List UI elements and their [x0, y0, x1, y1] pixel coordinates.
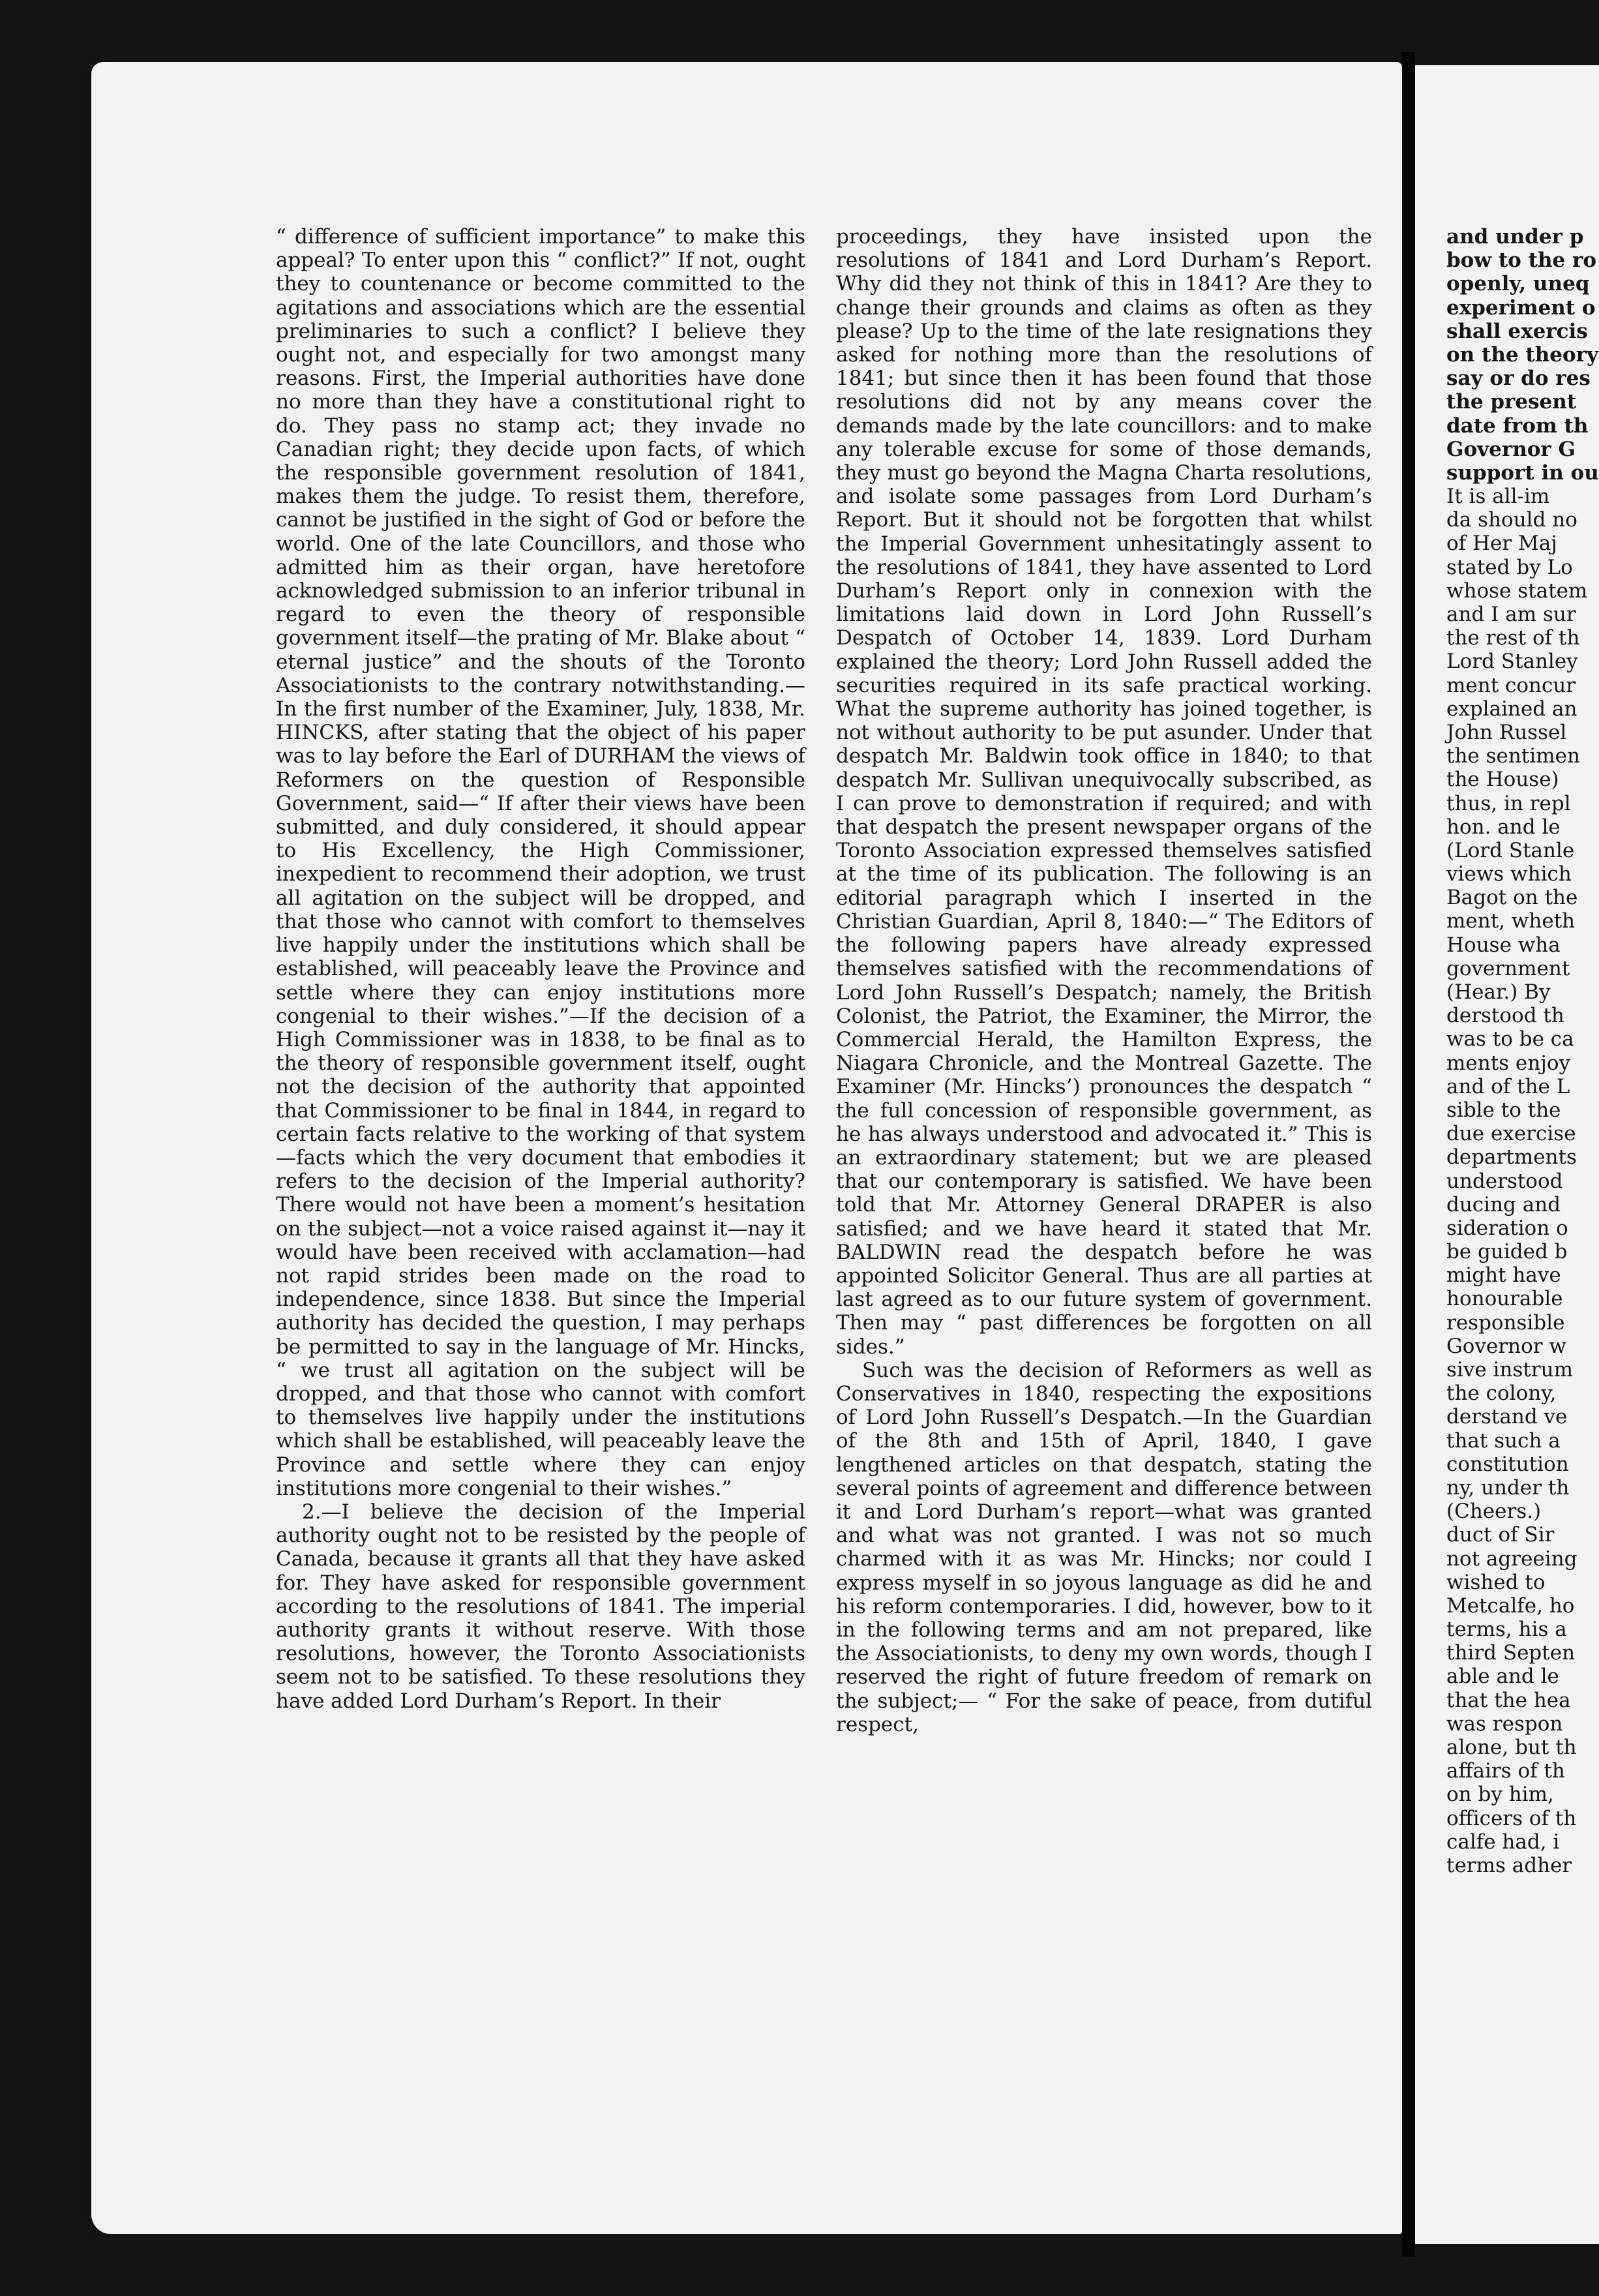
clipped-line: affairs of th — [1446, 1759, 1565, 1783]
clipped-line: shall exercis — [1446, 319, 1588, 343]
clipped-line: It is all-im — [1446, 485, 1550, 509]
clipped-line: (Cheers.) — [1446, 1500, 1542, 1524]
clipped-line: government — [1446, 956, 1570, 980]
book-gutter — [1402, 52, 1415, 2257]
clipped-line: third Septen — [1446, 1641, 1576, 1665]
clipped-line: whose statem — [1446, 579, 1588, 603]
clipped-line: the rest of th — [1446, 626, 1580, 650]
clipped-line: ment, wheth — [1446, 909, 1576, 933]
clipped-line: experiment o — [1446, 295, 1596, 320]
clipped-line: duct of Sir — [1446, 1523, 1555, 1547]
clipped-line: John Russel — [1446, 720, 1567, 744]
clipped-line: Governor w — [1446, 1334, 1566, 1358]
clipped-line: alone, but th — [1446, 1736, 1577, 1759]
clipped-line: the House) — [1446, 768, 1559, 792]
text-column-clipped — [1446, 225, 1599, 1877]
clipped-line: the sentimen — [1446, 744, 1580, 768]
clipped-line: of Her Maj — [1446, 532, 1557, 556]
clipped-line: House wha — [1446, 933, 1561, 957]
clipped-line: was respon — [1446, 1712, 1563, 1736]
clipped-line: ments enjoy — [1446, 1051, 1571, 1075]
clipped-line: terms, his a — [1446, 1618, 1567, 1642]
clipped-line: openly, uneq — [1446, 272, 1590, 296]
clipped-line: thus, in repl — [1446, 791, 1571, 815]
clipped-line: officers of th — [1446, 1806, 1577, 1830]
clipped-line: ducing and — [1446, 1192, 1561, 1216]
clipped-line: (Lord Stanle — [1446, 838, 1575, 862]
clipped-line: bow to the ro — [1446, 249, 1597, 273]
clipped-line: sible to the — [1446, 1098, 1561, 1122]
clipped-line: might have — [1446, 1263, 1561, 1288]
clipped-line: derstand ve — [1446, 1405, 1568, 1429]
clipped-line: sive instrum — [1446, 1358, 1573, 1382]
clipped-line: constitution — [1446, 1452, 1569, 1476]
clipped-line: support in ou — [1446, 461, 1599, 485]
clipped-line: (Hear.) By — [1446, 980, 1551, 1004]
clipped-line: date from th — [1446, 414, 1589, 438]
clipped-line: responsible — [1446, 1310, 1565, 1335]
clipped-line: derstood th — [1446, 1004, 1564, 1028]
clipped-line: that such a — [1446, 1428, 1561, 1453]
clipped-line: explained an — [1446, 697, 1577, 721]
clipped-line: calfe had, i — [1446, 1830, 1560, 1854]
text-column-right — [836, 225, 1372, 1736]
clipped-line: departments — [1446, 1145, 1577, 1170]
clipped-line: not agreeing — [1446, 1547, 1577, 1571]
clipped-line: and under p — [1446, 225, 1584, 249]
clipped-line: was to be ca — [1446, 1027, 1574, 1051]
clipped-line: Metcalfe, ho — [1446, 1594, 1575, 1618]
clipped-line: able and le — [1446, 1665, 1559, 1689]
clipped-line: due exercise — [1446, 1122, 1576, 1146]
clipped-line: and of the L — [1446, 1074, 1570, 1098]
clipped-line: be guided b — [1446, 1240, 1568, 1264]
clipped-line: the colony, — [1446, 1382, 1557, 1406]
clipped-line: views which — [1446, 862, 1572, 886]
clipped-line: say or do res — [1446, 367, 1591, 391]
clipped-line: Bagot on the — [1446, 886, 1578, 910]
clipped-line: ny, under th — [1446, 1475, 1570, 1500]
clipped-line: Governor G — [1446, 437, 1576, 461]
clipped-line: on the theory — [1446, 342, 1598, 367]
clipped-line: stated by Lo — [1446, 555, 1573, 579]
paragraph: Such was the decision of Reformers as well as Conservatives in 1840, respecting the expositions of Lord John Russell’s Despatch.—In the Guardian of the 8th and 15th of April, 1840, I gave lengthened articles on that despatch, stating the several points of agreement and difference between it and Lord Durham’s report—what was granted and what was not granted. I was not so much charmed with it as was Mr. Hincks; nor could I express myself in so joyous language as did he and his reform contemporaries. I did, however, bow to it in the following terms and am not prepared, like the Associationists, to deny my own words, though I reserved the right of future freedom of remark on the subject;— “ For the sake of peace, from dutiful respect, — [836, 1358, 1372, 1736]
clipped-line: wished to — [1446, 1570, 1546, 1594]
paragraph: 2.—I believe the decision of the Imperial authority ought not to be resisted by the people of Canada, because it grants all that they have asked for. They have asked for responsible government according to the resolutions of 1841. The imperial authority grants it without reserve. With those resolutions, however, the Toronto Associationists seem not to be satisfied. To these resolutions they have added Lord Durham’s Report. In their — [276, 1500, 805, 1713]
clipped-line: sideration o — [1446, 1216, 1568, 1240]
clipped-line: the present — [1446, 390, 1577, 414]
clipped-line: on by him, — [1446, 1783, 1554, 1807]
clipped-line: da should no — [1446, 508, 1577, 532]
clipped-line: that the hea — [1446, 1688, 1571, 1712]
clipped-line: hon. and le — [1446, 815, 1561, 839]
paragraph: “ difference of sufficient importance” to make this appeal? To enter upon this “ conflict?” If not, ought they to countenance or become committed to the agitations and associations which are the essential preliminaries to such a conflict? I believe they ought not, and especially for two amongst many reasons. First, the Imperial authorities have done no more than they have a constitutional right to do. They pass no stamp act; they invade no Canadian right; they decide upon facts, of which the responsible government resolution of 1841, makes them the judge. To resist them, therefore, cannot be justified in the sight of God or before the world. One of the late Councillors, and those who admitted him as their organ, have heretofore acknowledged submission to an inferior tribunal in regard to even the theory of responsible government itself—the prating of Mr. Blake about “ eternal justice” and the shouts of the Toronto Associationists to the contrary notwithstanding.—In the first number of the Examiner, July, 1838, Mr. HINCKS, after stating that the object of his paper was to lay before the Earl of DURHAM the views of Reformers on the question of Responsible Government, said—“ If after their views have been submitted, and duly considered, it should appear to His Excellency, the High Commissioner, inexpedient to recommend their adoption, we trust all agitation on the subject will be dropped, and that those who cannot with comfort to themselves live happily under the institutions which shall be established, will peaceably leave the Province and settle where they can enjoy institutions more congenial to their wishes.”—If the decision of a High Commissioner was in 1838, to be final as to the theory of responsible government itself, ought not the decision of the authority that appointed that Commissioner to be final in 1844, in regard to certain facts relative to the working of that system—facts which the very document that embodies it refers to the decision of the Imperial authority? There would not have been a moment’s hesitation on the subject—not a voice raised against it—nay it would have been received with acclamation—had not rapid strides been made on the road to independence, since 1838. But since the Imperial authority has decided the question, I may perhaps be permitted to say in the language of Mr. Hincks, “ we trust all agitation on the subject will be dropped, and that those who cannot with comfort to themselves live happily under the institutions which shall be established, will peaceably leave the Province and settle where they can enjoy institutions more congenial to their wishes.” — [276, 225, 805, 1500]
clipped-line: honourable — [1446, 1287, 1563, 1311]
clipped-line: Lord Stanley — [1446, 650, 1578, 674]
paragraph: proceedings, they have insisted upon the resolutions of 1841 and Lord Durham’s Report. Why did they not think of this in 1841? Are they to change their grounds and claims as often as they please? Up to the time of the late resignations they asked for nothing more than the resolutions of 1841; but since then it has been found that those resolutions did not by any means cover the demands made by the late councillors: and to make any tolerable excuse for some of those demands, they must go beyond the Magna Charta resolutions, and isolate some passages from Lord Durham’s Report. But it should not be forgotten that whilst the Imperial Government unhesitatingly assent to the resolutions of 1841, they have assented to Lord Durham’s Report only in connexion with the limitations laid down in Lord John Russell’s Despatch of October 14, 1839. Lord Durham explained the theory; Lord John Russell added the securities required in its safe practical working. What the supreme authority has joined together, is not without authority to be put asunder. Under that despatch Mr. Baldwin took office in 1840; to that despatch Mr. Sullivan unequivocally subscribed, as I can prove to demonstration if required; and with that despatch the present newspaper organs of the Toronto Association expressed themselves satisfied at the time of its publication. The following is an editorial paragraph which I inserted in the Christian Guardian, April 8, 1840:—“ The Editors of the following papers have already expressed themselves satisfied with the recommendations of Lord John Russell’s Despatch; namely, the British Colonist, the Patriot, the Examiner, the Mirror, the Commercial Herald, the Hamilton Express, the Niagara Chronicle, and the Montreal Gazette. The Examiner (Mr. Hincks’) pronounces the despatch “ the full concession of responsible government, as he has always understood and advocated it.” This is an extraordinary statement; but we are pleased that our contemporary is satisfied. We have been told that Mr. Attorney General DRAPER is also satisfied; and we have heard it stated that Mr. BALDWIN read the despatch before he was appointed Solicitor General. Thus are all parties at last agreed as to our future system of government. Then may “ past differences be forgotten on all sides.” — [836, 225, 1372, 1359]
clipped-line: and I am sur — [1446, 603, 1576, 626]
clipped-line: understood — [1446, 1169, 1563, 1193]
text-column-left — [276, 225, 805, 1713]
clipped-line: ment concur — [1446, 673, 1576, 697]
clipped-line: terms adher — [1446, 1853, 1572, 1877]
